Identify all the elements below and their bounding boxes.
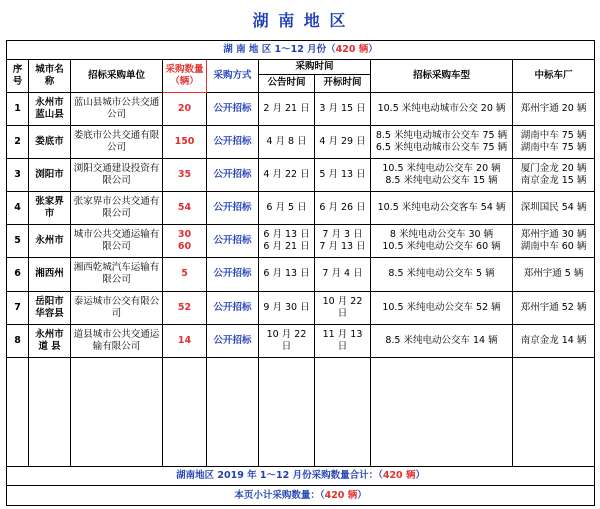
cell-seq: 7 (7, 291, 29, 324)
header-announce: 公告时间 (259, 75, 315, 93)
cell-open: 4 月 29 日 (315, 125, 371, 158)
header-time: 采购时间 (259, 59, 371, 75)
cell-model: 8.5 米纯电动城市公交车 75 辆 6.5 米纯电动城市公交车 75 辆 (371, 125, 513, 158)
cell-qty: 5 (163, 258, 207, 291)
cell-open: 7 月 4 日 (315, 258, 371, 291)
empty-row (7, 357, 595, 466)
cell-city: 永州市 (29, 225, 71, 258)
table-body (7, 92, 595, 357)
cell-announce: 2 月 21 日 (259, 92, 315, 125)
cell-open: 5 月 13 日 (315, 159, 371, 192)
cell-announce: 4 月 8 日 (259, 125, 315, 158)
cell-method: 公开招标 (207, 92, 259, 125)
cell-announce: 6 月 13 日 6 月 21 日 (259, 225, 315, 258)
cell-winner: 湖南中车 75 辆 湖南中车 75 辆 (513, 125, 595, 158)
cell-qty: 54 (163, 192, 207, 225)
table-subtitle-row (7, 41, 595, 60)
cell-winner: 南京金龙 14 辆 (513, 324, 595, 357)
cell-model: 10.5 米纯电动公交车 52 辆 (371, 291, 513, 324)
cell-open: 10 月 22 日 (315, 291, 371, 324)
cell-method: 公开招标 (207, 324, 259, 357)
table-row (7, 192, 595, 225)
cell-winner: 深圳国民 54 辆 (513, 192, 595, 225)
cell-qty: 14 (163, 324, 207, 357)
header-qty: 采购数量（辆） (163, 59, 207, 92)
cell-seq: 3 (7, 159, 29, 192)
cell-winner: 郑州宇通 52 辆 (513, 291, 595, 324)
cell-method: 公开招标 (207, 125, 259, 158)
cell-seq: 2 (7, 125, 29, 158)
cell-model: 8 米纯电动公交车 30 辆 10.5 米纯电动公交车 60 辆 (371, 225, 513, 258)
cell-announce: 4 月 22 日 (259, 159, 315, 192)
cell-winner: 厦门金龙 20 辆 南京金龙 15 辆 (513, 159, 595, 192)
cell-method: 公开招标 (207, 291, 259, 324)
cell-open: 11 月 13 日 (315, 324, 371, 357)
cell-qty: 30 60 (163, 225, 207, 258)
cell-open: 7 月 3 日 7 月 13 日 (315, 225, 371, 258)
total-row (7, 466, 595, 486)
cell-city: 永州市 道 县 (29, 324, 71, 357)
total-summary: 湖南地区 2019 年 1～12 月份采购数量合计：（420 辆） (7, 466, 595, 486)
cell-model: 8.5 米纯电动公交车 14 辆 (371, 324, 513, 357)
procurement-table (6, 40, 595, 506)
header-model: 招标采购车型 (371, 59, 513, 92)
cell-announce: 6 月 5 日 (259, 192, 315, 225)
cell-announce: 9 月 30 日 (259, 291, 315, 324)
cell-unit: 浏阳交通建设投资有限公司 (71, 159, 163, 192)
header-open: 开标时间 (315, 75, 371, 93)
cell-unit: 蓝山县城市公共交通公司 (71, 92, 163, 125)
cell-model: 10.5 米纯电动公交车 20 辆 8.5 米纯电动公交车 15 辆 (371, 159, 513, 192)
page-title: 湖 南 地 区 (252, 11, 348, 30)
page-subtotal: 本页小计采购数量：（420 辆） (7, 486, 595, 506)
table-row (7, 225, 595, 258)
cell-announce: 10 月 22 日 (259, 324, 315, 357)
cell-seq: 4 (7, 192, 29, 225)
cell-announce: 6 月 13 日 (259, 258, 315, 291)
cell-unit: 道县城市公共交通运输有限公司 (71, 324, 163, 357)
cell-open: 6 月 26 日 (315, 192, 371, 225)
cell-qty: 20 (163, 92, 207, 125)
table-row (7, 324, 595, 357)
cell-unit: 湘西乾城汽车运输有限公司 (71, 258, 163, 291)
cell-city: 浏阳市 (29, 159, 71, 192)
cell-qty: 35 (163, 159, 207, 192)
cell-qty: 52 (163, 291, 207, 324)
header-city: 城市名称 (29, 59, 71, 92)
cell-unit: 城市公共交通运输有限公司 (71, 225, 163, 258)
cell-city: 张家界 市 (29, 192, 71, 225)
header-row (7, 59, 595, 75)
cell-method: 公开招标 (207, 258, 259, 291)
cell-city: 永州市 蓝山县 (29, 92, 71, 125)
header-unit: 招标采购单位 (71, 59, 163, 92)
cell-city: 岳阳市 华容县 (29, 291, 71, 324)
cell-seq: 6 (7, 258, 29, 291)
cell-city: 湘西州 (29, 258, 71, 291)
cell-method: 公开招标 (207, 159, 259, 192)
header-winner: 中标车厂 (513, 59, 595, 92)
cell-winner: 郑州宇通 5 辆 (513, 258, 595, 291)
cell-qty: 150 (163, 125, 207, 158)
table-row (7, 159, 595, 192)
cell-city: 娄底市 (29, 125, 71, 158)
cell-seq: 8 (7, 324, 29, 357)
cell-seq: 5 (7, 225, 29, 258)
table-row (7, 125, 595, 158)
header-seq: 序号 (7, 59, 29, 92)
cell-seq: 1 (7, 92, 29, 125)
cell-unit: 泰运城市公交有限公司 (71, 291, 163, 324)
cell-method: 公开招标 (207, 192, 259, 225)
cell-model: 10.5 米纯电动公交客车 54 辆 (371, 192, 513, 225)
cell-open: 3 月 15 日 (315, 92, 371, 125)
cell-unit: 张家界市公共交通有限公司 (71, 192, 163, 225)
table-row (7, 258, 595, 291)
table-row (7, 92, 595, 125)
cell-winner: 郑州宇通 20 辆 (513, 92, 595, 125)
header-method: 采购方式 (207, 59, 259, 92)
cell-unit: 娄底市公共交通有限公司 (71, 125, 163, 158)
cell-method: 公开招标 (207, 225, 259, 258)
table-subtitle: 湖 南 地 区 1～12 月份（420 辆） (7, 41, 595, 60)
cell-model: 8.5 米纯电动公交车 5 辆 (371, 258, 513, 291)
page-subtotal-row (7, 486, 595, 506)
cell-model: 10.5 米纯电动城市公交 20 辆 (371, 92, 513, 125)
cell-winner: 郑州宇通 30 辆 湖南中车 60 辆 (513, 225, 595, 258)
table-row (7, 291, 595, 324)
